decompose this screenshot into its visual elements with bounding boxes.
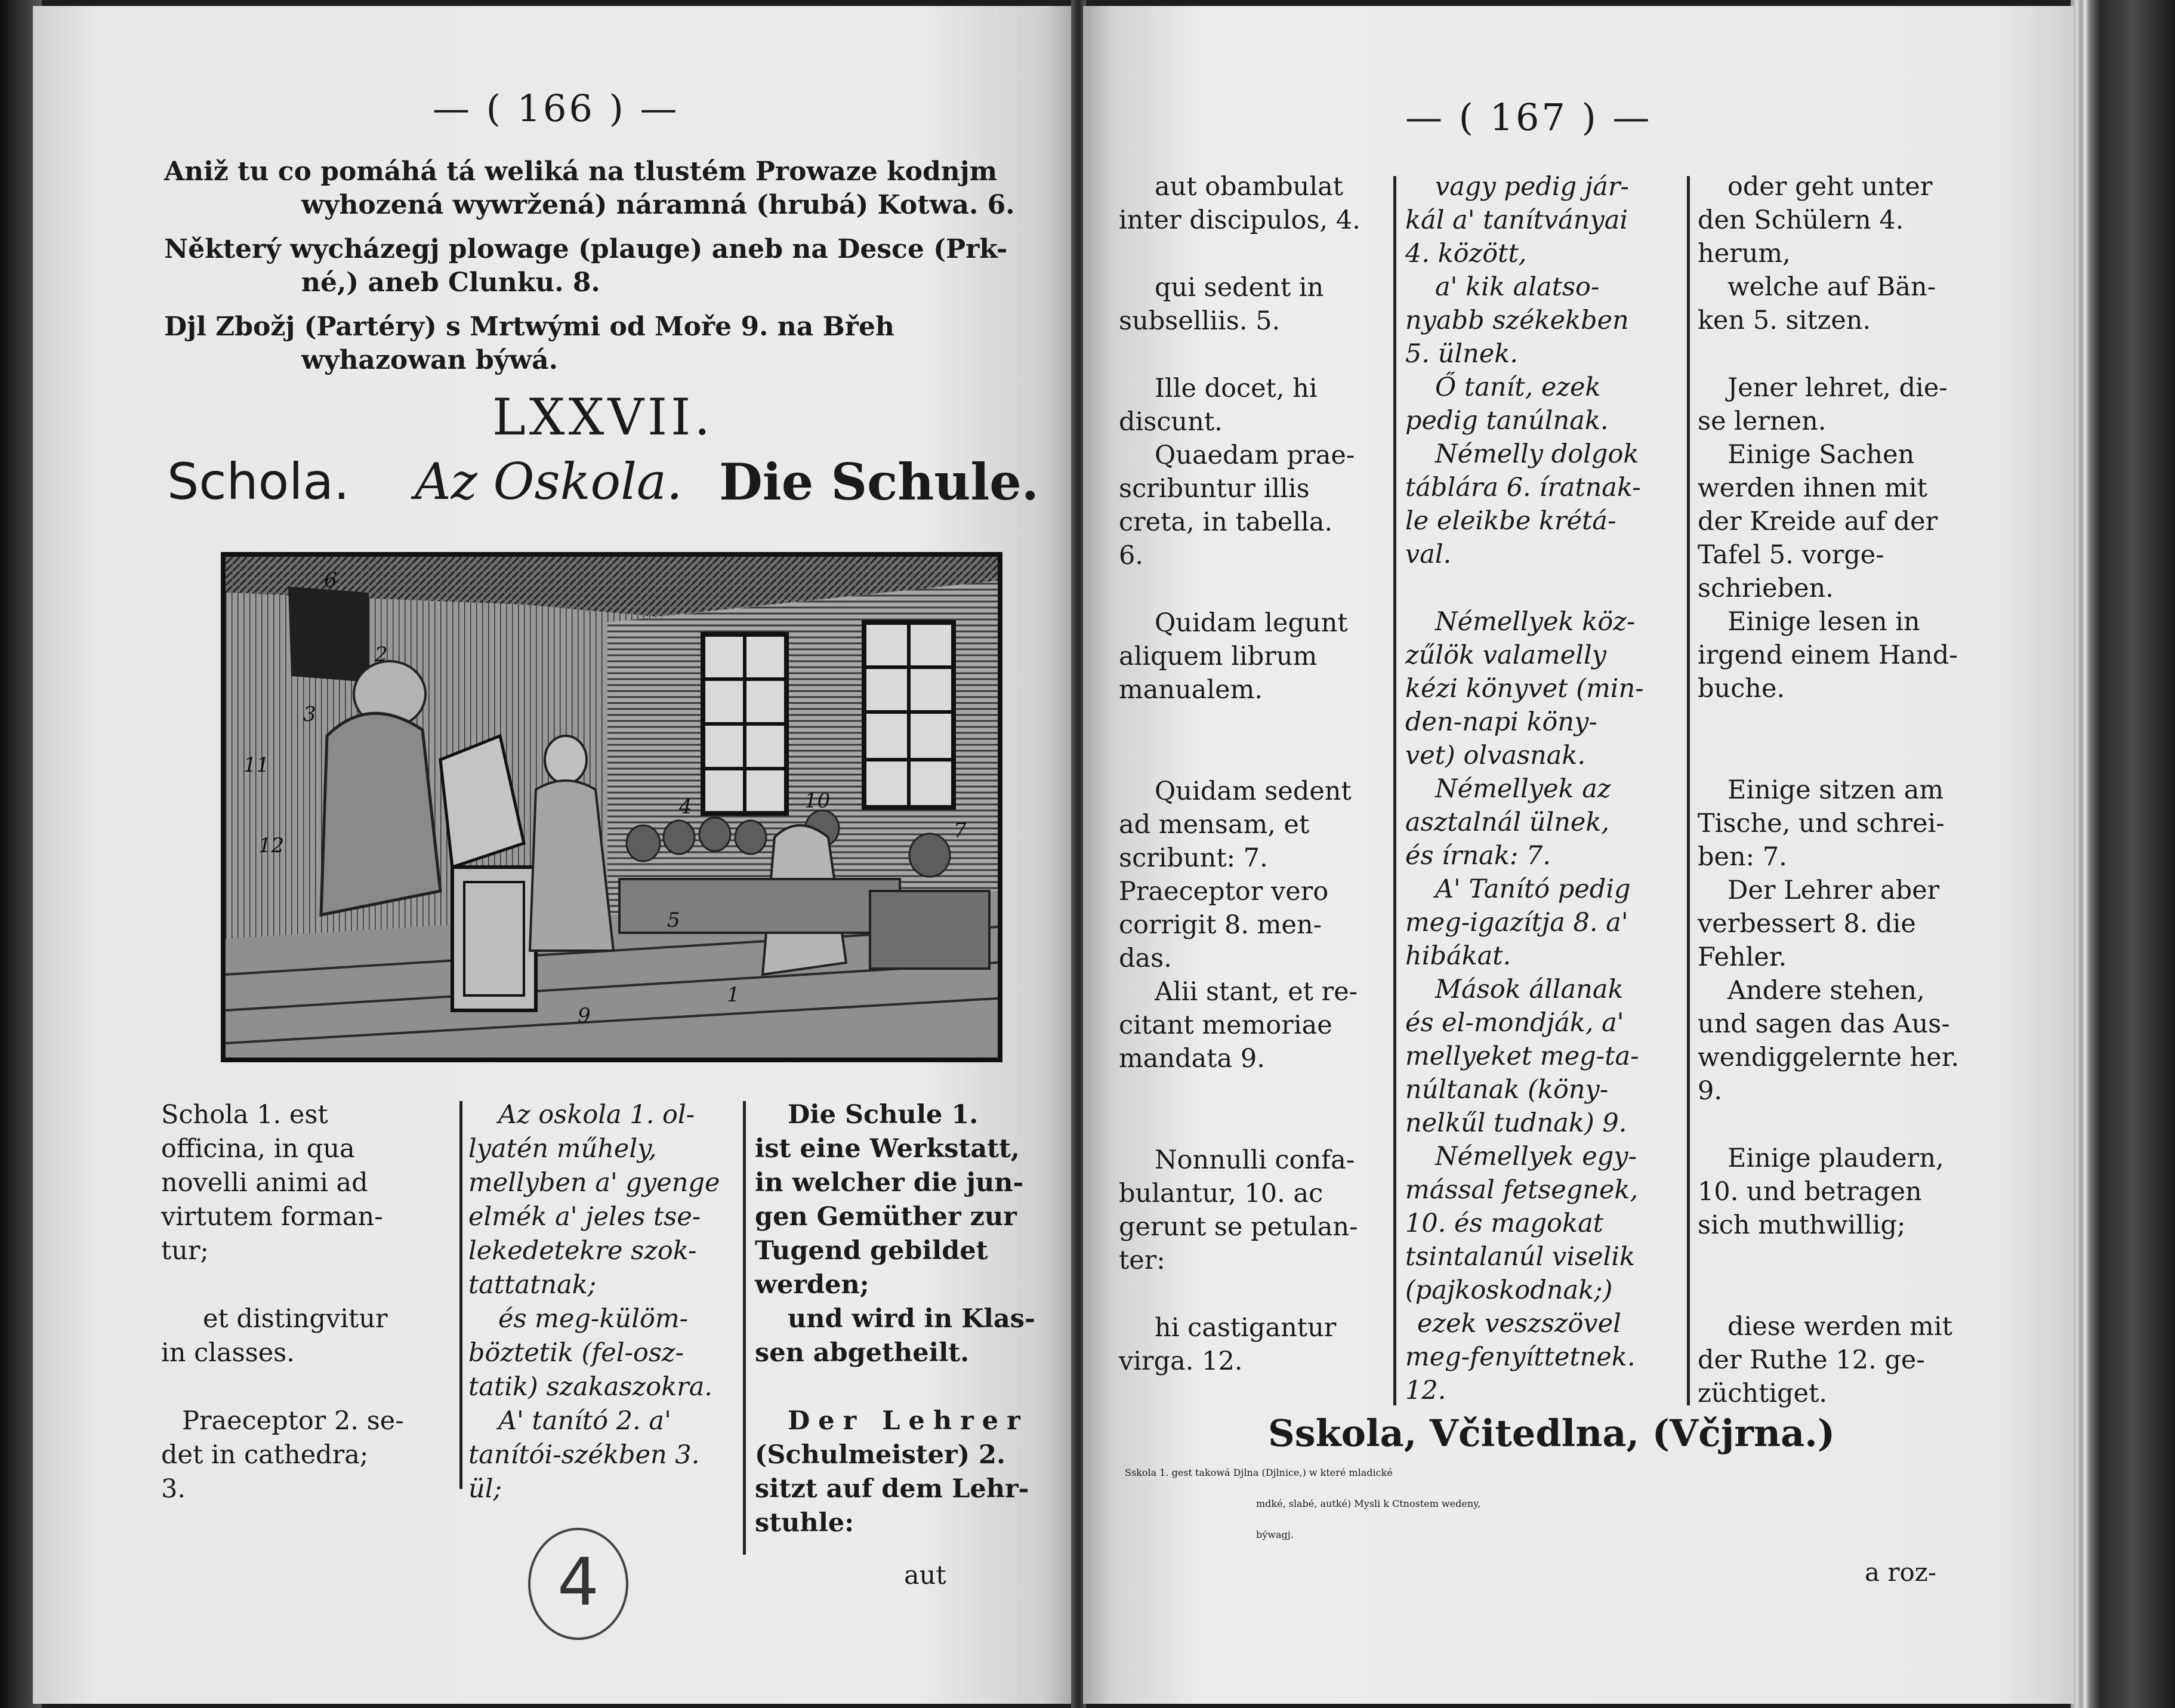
catchword-left: aut [904, 1561, 946, 1590]
text-line: 4. között, [1405, 239, 1527, 269]
text-line: manualem. [1119, 675, 1263, 705]
slovak-line-1: Sskola 1. gest takowá Djlna (Djlnice,) w které mladické [1125, 1467, 1393, 1478]
text-line: A' Tanító pedig [1435, 874, 1631, 904]
text-line: und wird in Klas- [788, 1304, 1035, 1334]
woodcut-number-4: 4 [679, 795, 692, 819]
left-german-column [755, 1098, 1035, 1540]
text-line: Quidam legunt [1155, 608, 1348, 638]
text-line: tattatnak; [468, 1270, 597, 1300]
woodcut-number-1: 1 [727, 983, 740, 1007]
text-line: és írnak: 7. [1405, 841, 1551, 871]
intro-line-5: Djl Zbožj (Partéry) s Mrtwými od Moře 9. na Břeh [164, 312, 894, 342]
text-line: vagy pedig jár- [1435, 172, 1629, 202]
text-line: hi castigantur [1155, 1313, 1337, 1343]
text-line: sen abgetheilt. [755, 1338, 970, 1368]
title-german: Die Schule. [719, 452, 1039, 511]
right-page [1083, 6, 2074, 1704]
column-rule [1393, 176, 1396, 1405]
text-line: scribuntur illis [1119, 474, 1310, 504]
text-line: virga. 12. [1119, 1346, 1243, 1376]
text-line: verbessert 8. die [1698, 909, 1916, 939]
text-line: officina, in qua [161, 1134, 355, 1164]
handwritten-circled-number: 4 [528, 1528, 628, 1640]
text-line: in welcher die jun- [755, 1168, 1024, 1198]
text-line: vet) olvasnak. [1405, 741, 1586, 770]
intro-line-1: Aniž tu co pomáhá tá weliká na tlustém Prowaze kodnjm [164, 156, 998, 187]
text-line: novelli animi ad [161, 1168, 368, 1198]
catchword-right: a roz- [1865, 1558, 1937, 1587]
text-line: discunt. [1119, 407, 1223, 437]
left-hungarian-column [468, 1098, 743, 1506]
text-line: ist eine Werkstatt, [755, 1134, 1020, 1164]
text-line: schrieben. [1698, 574, 1834, 603]
text-line: le eleikbe krétá- [1405, 506, 1616, 536]
text-line: den-napi köny- [1405, 707, 1597, 737]
text-line: ad mensam, et [1119, 810, 1310, 840]
text-line: ezek veszszövel [1417, 1309, 1621, 1339]
text-line: táblára 6. íratnak- [1405, 473, 1641, 502]
text-line: 5. ülnek. [1405, 339, 1519, 369]
text-line: Der Lehrer [788, 1406, 1029, 1436]
text-line: Tafel 5. vorge- [1698, 540, 1884, 570]
text-line: bulantur, 10. ac [1119, 1179, 1323, 1208]
text-line: Ille docet, hi [1155, 374, 1318, 403]
text-line: Einige lesen in [1727, 607, 1920, 637]
text-line: virtutem forman- [161, 1202, 383, 1232]
text-line: Fehler. [1698, 942, 1787, 972]
text-line: Némellyek az [1435, 774, 1611, 804]
text-line: 3. [161, 1474, 186, 1504]
text-line: sitzt auf dem Lehr- [755, 1474, 1029, 1504]
text-line: A' tanító 2. a' [498, 1406, 671, 1436]
text-line: ben: 7. [1698, 842, 1787, 872]
text-line: meg-igazítja 8. a' [1405, 908, 1628, 938]
text-line: herum, [1698, 239, 1791, 269]
text-line: 12. [1405, 1376, 1446, 1405]
text-line: buche. [1698, 674, 1785, 704]
text-line: werden ihnen mit [1698, 473, 1927, 503]
chapter-numeral: LXXVII. [492, 388, 714, 446]
woodcut-number-11: 11 [243, 753, 270, 777]
text-line: Quidam sedent [1155, 776, 1352, 806]
title-hungarian: Az Oskola. [415, 452, 683, 511]
text-line: subselliis. 5. [1119, 306, 1281, 336]
woodcut-number-5: 5 [667, 908, 680, 932]
woodcut-number-3: 3 [303, 702, 316, 726]
page-number-166: — ( 166 ) — [433, 87, 680, 130]
text-line: creta, in tabella. [1119, 507, 1333, 537]
text-line: és meg-külöm- [498, 1304, 689, 1334]
text-line: kál a' tanítványai [1405, 205, 1628, 235]
text-line: a' kik alatso- [1435, 272, 1600, 302]
left-page [33, 6, 1074, 1704]
text-line: ken 5. sitzen. [1698, 306, 1871, 335]
text-line: stuhle: [755, 1508, 854, 1538]
text-line: meg-fenyíttetnek. [1405, 1342, 1636, 1372]
text-line: scribunt: 7. [1119, 843, 1268, 873]
text-line: tanítói-székben 3. [468, 1440, 700, 1470]
text-line: das. [1119, 944, 1172, 973]
text-line: nyabb székekben [1405, 306, 1629, 335]
text-line: tsintalanúl viselik [1405, 1242, 1636, 1272]
column-rule [743, 1101, 746, 1555]
left-latin-column [161, 1098, 459, 1506]
text-line: mellyben a' gyenge [468, 1168, 720, 1198]
text-line: Andere stehen, [1727, 976, 1925, 1006]
slovak-heading: Sskola, Včitedlna, (Včjrna.) [1268, 1411, 1835, 1455]
text-line: (Schulmeister) 2. [755, 1440, 1005, 1470]
text-line: inter discipulos, 4. [1119, 205, 1360, 235]
text-line: Némelly dolgok [1435, 439, 1639, 469]
text-line: qui sedent in [1155, 273, 1324, 303]
woodcut-classroom-illustration [221, 552, 1002, 1062]
column-rule [459, 1101, 462, 1489]
right-latin-column [1119, 170, 1417, 1378]
text-line: núltanak (köny- [1405, 1075, 1609, 1105]
text-line: sich muthwillig; [1698, 1210, 1906, 1240]
text-line: Schola 1. est [161, 1100, 328, 1130]
text-line: et distingvitur [203, 1304, 388, 1334]
text-line: (pajkoskodnak;) [1405, 1275, 1613, 1305]
text-line: Der Lehrer aber [1727, 875, 1940, 905]
text-line: wendiggelernte her. [1698, 1043, 1960, 1072]
text-line: den Schülern 4. [1698, 205, 1904, 235]
column-rule [1687, 176, 1690, 1405]
text-line: böztetik (fel-osz- [468, 1338, 684, 1368]
text-line: aut obambulat [1155, 172, 1343, 202]
book-cover-right-edge [2071, 0, 2175, 1708]
text-line: 10. und betragen [1698, 1177, 1922, 1207]
text-line: Tugend gebildet [755, 1236, 988, 1266]
text-line: pedig tanúlnak. [1405, 406, 1609, 436]
text-line: diese werden mit [1727, 1312, 1952, 1342]
text-line: werden; [755, 1270, 869, 1300]
text-line: 9. [1698, 1076, 1723, 1106]
right-german-column [1698, 170, 2032, 1410]
text-line: Quaedam prae- [1155, 440, 1355, 470]
intro-line-2: wyhozená wywržená) náramná (hrubá) Kotwa. 6. [301, 190, 1015, 220]
text-line: Einige plaudern, [1727, 1143, 1944, 1173]
woodcut-scene [226, 557, 998, 1058]
text-line: Némellyek köz- [1435, 607, 1636, 637]
text-line: nelkűl tudnak) 9. [1405, 1108, 1627, 1138]
text-line: mellyeket meg-ta- [1405, 1041, 1639, 1071]
text-line: zűlök valamelly [1405, 640, 1607, 670]
woodcut-number-2: 2 [375, 643, 388, 667]
text-line: Jener lehret, die- [1727, 373, 1948, 403]
text-line: Praeceptor vero [1119, 877, 1329, 907]
text-line: mandata 9. [1119, 1044, 1265, 1074]
text-line: Praeceptor 2. se- [182, 1406, 404, 1436]
text-line: asztalnál ülnek, [1405, 807, 1610, 837]
text-line: welche auf Bän- [1727, 272, 1936, 302]
text-line: Einige sitzen am [1727, 775, 1944, 805]
text-line: aliquem librum [1119, 642, 1318, 671]
text-line: és el-mondják, a' [1405, 1008, 1624, 1038]
text-line: tur; [161, 1236, 209, 1266]
woodcut-number-7: 7 [954, 819, 967, 843]
text-line: tatik) szakaszokra. [468, 1372, 713, 1402]
text-line: hibákat. [1405, 941, 1511, 971]
text-line: in classes. [161, 1338, 295, 1368]
text-line: citant memoriae [1119, 1010, 1332, 1040]
text-line: Mások állanak [1435, 975, 1624, 1004]
text-line: ül; [468, 1474, 502, 1504]
text-line: elmék a' jeles tse- [468, 1202, 701, 1232]
text-line: und sagen das Aus- [1698, 1009, 1950, 1039]
text-line: det in cathedra; [161, 1440, 369, 1470]
text-line: Alii stant, et re- [1155, 977, 1358, 1007]
text-line: 10. és magokat [1405, 1208, 1604, 1238]
woodcut-number-9: 9 [578, 1004, 591, 1028]
text-line: Némellyek egy- [1435, 1142, 1637, 1171]
woodcut-number-6: 6 [324, 568, 337, 592]
text-line: Tische, und schrei- [1698, 809, 1945, 838]
woodcut-number-12: 12 [258, 834, 285, 858]
text-line: oder geht unter [1727, 172, 1933, 202]
text-line: corrigit 8. men- [1119, 910, 1322, 940]
text-line: se lernen. [1698, 406, 1827, 436]
text-line: Einige Sachen [1727, 440, 1915, 470]
text-line: gerunt se petulan- [1119, 1212, 1358, 1242]
text-line: Nonnulli confa- [1155, 1145, 1355, 1175]
slovak-line-2: mdké, slabé, autké) Mysli k Ctnostem wedeny, [1256, 1498, 1481, 1509]
text-line: irgend einem Hand- [1698, 640, 1958, 670]
text-line: züchtiget. [1698, 1379, 1828, 1408]
text-line: val. [1405, 539, 1452, 569]
text-line: Die Schule 1. [788, 1100, 979, 1130]
text-line: lyatén műhely, [468, 1134, 657, 1164]
intro-line-3: Některý wycházegj plowage (plauge) aneb na Desce (Prk- [164, 234, 1008, 264]
intro-line-6: wyhazowan býwá. [301, 345, 559, 375]
text-line: kézi könyvet (min- [1405, 674, 1644, 704]
page-number-167: — ( 167 ) — [1405, 95, 1652, 139]
text-line: Ő tanít, ezek [1435, 372, 1601, 402]
intro-line-4: né,) aneb Clunku. 8. [301, 267, 600, 298]
text-line: der Kreide auf der [1698, 507, 1938, 537]
text-line: mással fetsegnek, [1405, 1175, 1639, 1205]
text-line: Az oskola 1. ol- [498, 1100, 695, 1130]
text-line: lekedetekre szok- [468, 1236, 697, 1266]
text-line: der Ruthe 12. ge- [1698, 1345, 1925, 1375]
text-line: 6. [1119, 541, 1144, 571]
text-line: ter: [1119, 1245, 1165, 1275]
slovak-line-3: býwagj. [1256, 1529, 1294, 1540]
right-hungarian-column [1405, 170, 1692, 1407]
title-latin: Schola. [167, 452, 350, 511]
woodcut-number-10: 10 [804, 789, 831, 813]
text-line: gen Gemüther zur [755, 1202, 1017, 1232]
